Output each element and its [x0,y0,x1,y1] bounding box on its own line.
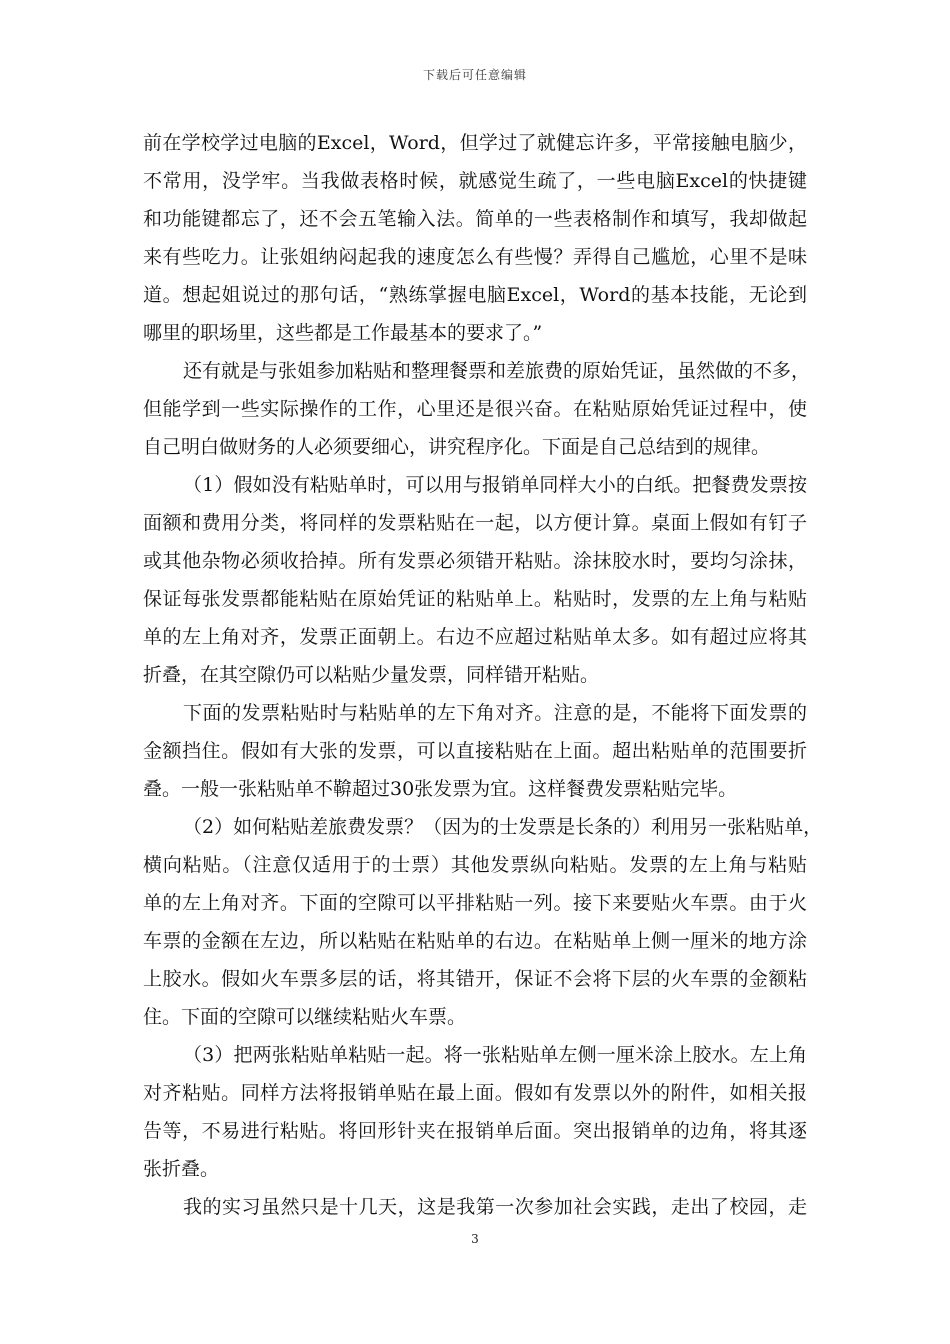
text-line: 住。下面的空隙可以继续粘贴火车票。 [143,1006,467,1028]
page-number: 3 [471,1232,479,1246]
text-line: 金额挡住。假如有大张的发票，可以直接粘贴在上面。超出粘贴单的范围要折 [143,740,807,762]
text-line: 对齐粘贴。同样方法将报销单贴在最上面。假如有发票以外的附件，如相关报 [143,1082,807,1104]
text-line: 叠。一般一张粘贴单不鞥超过30张发票为宜。这样餐费发票粘贴完毕。 [143,778,738,800]
text-line: 单的左上角对齐。下面的空隙可以平排粘贴一列。接下来要贴火车票。由于火 [143,892,807,914]
paragraph-first-line: （1）假如没有粘贴单时，可以用与报销单同样大小的白纸。把餐费发票按 [183,474,807,496]
text-line: 单的左上角对齐，发票正面朝上。右边不应超过粘贴单太多。如有超过应将其 [143,626,807,648]
paragraph-first-line: （3）把两张粘贴单粘贴一起。将一张粘贴单左侧一厘米涂上胶水。左上角 [183,1044,807,1066]
text-line: 不常用，没学牢。当我做表格时候，就感觉生疏了，一些电脑Excel的快捷键 [143,170,807,192]
text-line: 保证每张发票都能粘贴在原始凭证的粘贴单上。粘贴时，发票的左上角与粘贴 [143,588,807,610]
text-line: 上胶水。假如火车票多层的话，将其错开，保证不会将下层的火车票的金额粘 [143,968,807,990]
text-line: 折叠，在其空隙仍可以粘贴少量发票，同样错开粘贴。 [143,664,600,686]
text-line: 或其他杂物必须收拾掉。所有发票必须错开粘贴。涂抹胶水时，要均匀涂抹， [143,550,807,572]
paragraph-first-line: （2）如何粘贴差旅费发票？（因为的士发票是长条的）利用另一张粘贴单， [183,816,823,838]
paragraph-first-line: 下面的发票粘贴时与粘贴单的左下角对齐。注意的是，不能将下面发票的 [183,702,807,724]
text-line: 车票的金额在左边，所以粘贴在粘贴单的右边。在粘贴单上侧一厘米的地方涂 [143,930,807,952]
document-body [143,124,823,1226]
text-line: 但能学到一些实际操作的工作，心里还是很兴奋。在粘贴原始凭证过程中，使 [143,398,807,420]
page-header: 下载后可任意编辑 [422,68,527,82]
text-line: 和功能键都忘了，还不会五笔输入法。简单的一些表格制作和填写，我却做起 [143,208,807,230]
text-line: 自己明白做财务的人必须要细心，讲究程序化。下面是自己总结到的规律。 [143,436,771,458]
text-line: 前在学校学过电脑的Excel，Word，但学过了就健忘许多，平常接触电脑少， [143,132,807,154]
text-line: 横向粘贴。（注意仅适用于的士票）其他发票纵向粘贴。发票的左上角与粘贴 [143,854,807,876]
paragraph-first-line: 我的实习虽然只是十几天，这是我第一次参加社会实践，走出了校园，走 [183,1196,807,1218]
paragraph-first-line: 还有就是与张姐参加粘贴和整理餐票和差旅费的原始凭证，虽然做的不多， [183,360,811,382]
text-line: 面额和费用分类，将同样的发票粘贴在一起，以方便计算。桌面上假如有钉子 [143,512,807,534]
text-line: 告等，不易进行粘贴。将回形针夹在报销单后面。突出报销单的边角，将其逐 [143,1120,807,1142]
text-line: 张折叠。 [143,1158,220,1180]
text-line: 道。想起姐说过的那句话，“熟练掌握电脑Excel，Word的基本技能，无论到 [143,284,807,306]
text-line: 哪里的职场里，这些都是工作最基本的要求了。” [143,322,543,344]
text-line: 来有些吃力。让张姐纳闷起我的速度怎么有些慢？弄得自己尴尬，心里不是味 [143,246,807,268]
